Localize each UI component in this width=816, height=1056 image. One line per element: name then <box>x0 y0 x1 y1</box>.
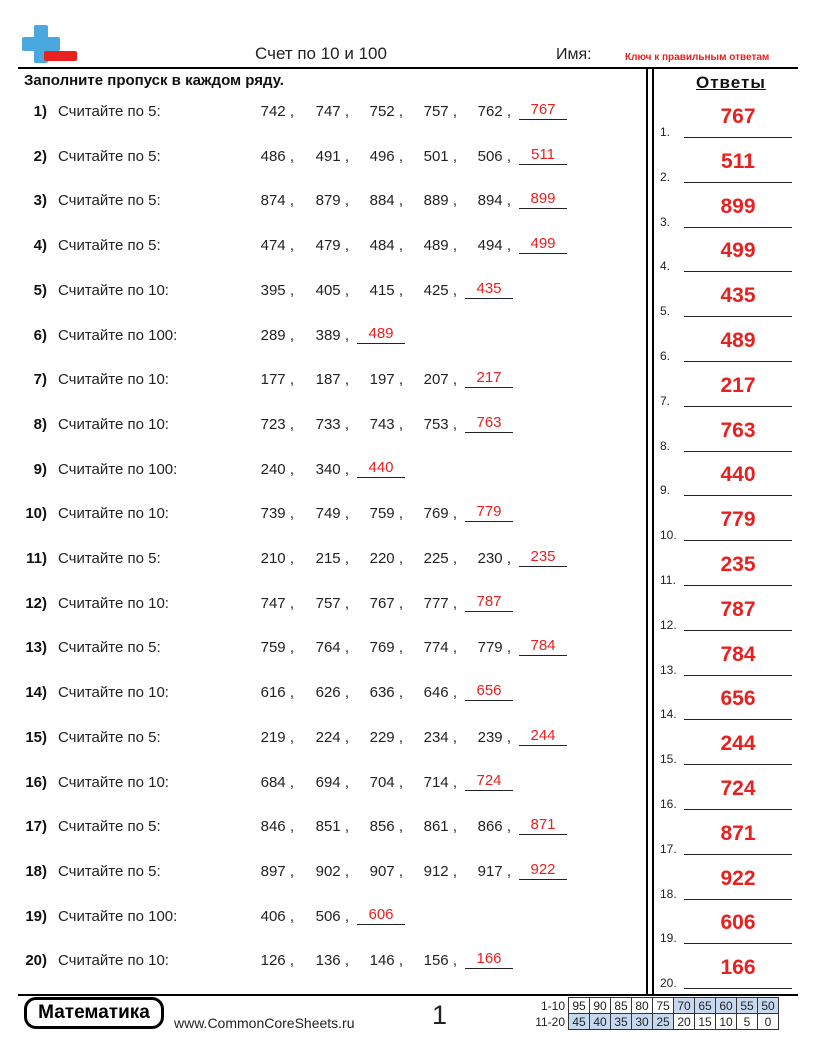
sequence-term: 616 , <box>260 684 294 702</box>
answer-key-row <box>660 597 800 632</box>
answer-key-row <box>660 911 800 946</box>
problem-instruction: Считайте по 100: <box>58 907 178 925</box>
score-cell: 20 <box>674 1014 695 1030</box>
problem-instruction: Считайте по 100: <box>58 460 178 478</box>
problem-number: 11) <box>26 550 47 567</box>
answer-key-line <box>684 809 792 810</box>
sequence-term: 723 , <box>260 415 294 433</box>
sequence-term: 714 , <box>423 773 457 791</box>
problem-number: 18) <box>25 862 47 880</box>
score-cell: 65 <box>695 998 716 1014</box>
sequence-term: 762 , <box>477 103 511 120</box>
answer-key-row <box>660 105 800 139</box>
answer-key-line <box>684 361 792 362</box>
sequence-term: 405 , <box>315 281 349 299</box>
answer-key-value: 871 <box>720 821 756 845</box>
answer-blank[interactable]: 499 <box>519 235 567 254</box>
sequence-term: 474 , <box>260 237 294 255</box>
sequence-term: 215 , <box>315 550 349 567</box>
sequence-term: 779 , <box>477 639 511 657</box>
answer-key-value: 440 <box>720 463 756 487</box>
sequence-term: 425 , <box>423 281 457 299</box>
sequence-term: 177 , <box>260 371 294 389</box>
answer-key-value: 435 <box>720 284 756 308</box>
answer-key-number: 7. <box>660 393 671 408</box>
answer-key-line <box>684 719 792 720</box>
problem-row <box>0 192 640 212</box>
problem-row <box>0 279 640 302</box>
sequence-term: 197 , <box>369 371 403 389</box>
score-table <box>527 997 779 1030</box>
answer-blank[interactable]: 784 <box>519 637 567 656</box>
answer-key-value: 922 <box>720 866 756 890</box>
problem-instruction: Считайте по 5: <box>58 147 161 165</box>
problem-row <box>0 371 640 391</box>
site-url: www.CommonCoreSheets.ru <box>174 1015 355 1031</box>
problem-instruction: Считайте по 10: <box>58 594 169 612</box>
problem-row <box>0 324 640 347</box>
problem-instruction: Считайте по 10: <box>58 684 169 702</box>
score-cell: 15 <box>695 1014 716 1030</box>
answer-key-value: 511 <box>721 149 755 173</box>
sequence-term: 506 , <box>315 907 349 925</box>
answer-blank[interactable]: 922 <box>519 861 567 880</box>
problem-row <box>0 684 640 704</box>
answer-key-line <box>684 540 792 541</box>
answer-key-value: 779 <box>720 508 756 532</box>
sequence-term: 769 , <box>423 505 457 523</box>
answer-key-line <box>684 316 792 317</box>
problem-row <box>0 771 640 794</box>
answer-key-number: 3. <box>660 214 671 229</box>
answer-blank[interactable]: 235 <box>519 548 567 567</box>
score-cell: 90 <box>590 998 611 1014</box>
sequence-term: 156 , <box>423 952 457 970</box>
answer-key-number: 8. <box>660 438 671 453</box>
score-cell: 75 <box>653 998 674 1014</box>
problem-row <box>0 237 640 257</box>
answer-key-row <box>660 239 800 274</box>
answer-blank[interactable]: 779 <box>465 503 513 522</box>
answer-key-value: 489 <box>720 329 756 352</box>
sequence-term: 733 , <box>315 415 349 433</box>
name-label: Имя: <box>556 46 592 63</box>
answer-key-row <box>660 418 800 453</box>
problem-number: 16) <box>25 773 47 791</box>
sequence-term: 889 , <box>423 192 457 210</box>
instructions: Заполните пропуск в каждом ряду. <box>24 72 284 89</box>
score-row <box>527 1014 779 1030</box>
answer-blank[interactable]: 871 <box>519 816 567 835</box>
sequence-term: 146 , <box>369 952 403 970</box>
sequence-term: 340 , <box>315 460 349 478</box>
problem-instruction: Считайте по 100: <box>58 326 178 344</box>
answer-key-line <box>684 451 792 452</box>
problem-row <box>0 145 640 168</box>
sequence-term: 764 , <box>315 639 349 657</box>
sequence-term: 496 , <box>369 147 403 165</box>
sequence-term: 749 , <box>315 505 349 523</box>
score-cell: 95 <box>569 998 590 1014</box>
answer-key-row <box>660 284 800 319</box>
answer-blank[interactable]: 511 <box>519 146 567 165</box>
header-rule <box>18 67 798 69</box>
problem-row <box>0 592 640 615</box>
problem-instruction: Считайте по 5: <box>58 237 161 255</box>
sequence-term: 897 , <box>260 862 294 880</box>
score-row <box>527 998 779 1014</box>
score-cell: 70 <box>674 998 695 1014</box>
answer-key-number: 15. <box>660 752 677 767</box>
sequence-term: 894 , <box>477 192 511 210</box>
answer-key-line <box>684 899 792 900</box>
sequence-term: 646 , <box>423 684 457 702</box>
sequence-term: 902 , <box>315 862 349 880</box>
sequence-term: 759 , <box>369 505 403 523</box>
score-cell: 40 <box>590 1014 611 1030</box>
sequence-term: 494 , <box>477 237 511 255</box>
sequence-term: 136 , <box>315 952 349 970</box>
answer-divider-right <box>652 67 654 995</box>
answer-key-line <box>684 137 792 138</box>
answer-key-number: 1. <box>660 125 671 139</box>
sequence-term: 239 , <box>477 728 511 746</box>
problem-instruction: Считайте по 10: <box>58 415 169 433</box>
answer-key-number: 6. <box>660 349 671 363</box>
answer-blank[interactable]: 244 <box>519 727 567 746</box>
problem-row <box>0 103 640 123</box>
answer-key-value: 606 <box>720 911 756 935</box>
score-range-label: 1-10 <box>540 998 565 1013</box>
answer-key-line <box>684 227 792 228</box>
problem-number: 19) <box>25 907 47 925</box>
sequence-term: 626 , <box>315 684 349 702</box>
answer-key-line <box>684 271 792 272</box>
sequence-term: 230 , <box>477 550 511 567</box>
answer-key-value: 235 <box>720 553 756 576</box>
score-cell: 55 <box>737 998 758 1014</box>
sequence-term: 777 , <box>423 594 457 612</box>
answer-key-line <box>684 630 792 631</box>
problem-row <box>0 905 640 928</box>
answer-key-value: 787 <box>720 597 756 621</box>
sequence-term: 704 , <box>369 773 403 791</box>
sequence-term: 759 , <box>260 639 294 657</box>
sequence-term: 489 , <box>423 237 457 255</box>
problem-number: 4) <box>33 237 47 255</box>
sequence-term: 234 , <box>423 728 457 746</box>
answer-key-value: 656 <box>720 687 756 711</box>
sequence-term: 126 , <box>260 952 294 970</box>
problem-instruction: Считайте по 10: <box>58 952 169 970</box>
answer-key-number: 16. <box>660 797 677 811</box>
score-cell: 5 <box>737 1014 758 1030</box>
sequence-term: 884 , <box>369 192 403 210</box>
score-cell: 85 <box>611 998 632 1014</box>
answer-blank[interactable]: 217 <box>465 369 513 388</box>
answer-blank[interactable]: 166 <box>465 950 513 969</box>
problem-row <box>0 413 640 436</box>
problem-number: 1) <box>33 103 47 120</box>
sequence-term: 907 , <box>369 862 403 880</box>
sequence-term: 747 , <box>315 103 349 120</box>
problem-number: 10) <box>25 505 47 523</box>
answer-blank[interactable]: 787 <box>465 593 513 612</box>
answer-key-row <box>660 149 800 184</box>
answer-key-row <box>660 956 800 991</box>
score-cell: 45 <box>569 1014 590 1030</box>
answer-key-row <box>660 553 800 587</box>
answer-key-number: 14. <box>660 707 677 722</box>
sequence-term: 240 , <box>260 460 294 478</box>
answer-key-number: 9. <box>660 483 671 498</box>
answer-key-line <box>684 854 792 855</box>
answer-key-row <box>660 329 800 363</box>
answer-key-number: 11. <box>660 573 676 587</box>
sequence-term: 694 , <box>315 773 349 791</box>
score-cell: 25 <box>653 1014 674 1030</box>
answer-key-line <box>684 495 792 496</box>
sequence-term: 486 , <box>260 147 294 165</box>
sequence-term: 684 , <box>260 773 294 791</box>
answer-key-value: 499 <box>720 239 756 263</box>
problem-row <box>0 458 640 481</box>
answer-key-value: 244 <box>720 732 756 756</box>
answer-key-row <box>660 732 800 767</box>
answer-key-value: 784 <box>720 642 756 666</box>
problem-number: 12) <box>25 594 47 612</box>
problem-instruction: Считайте по 10: <box>58 773 169 791</box>
problem-row <box>0 726 640 749</box>
answer-key-number: 12. <box>660 617 677 632</box>
answer-blank[interactable]: 656 <box>465 682 513 701</box>
worksheet-title: Счет по 10 и 100 <box>255 44 387 63</box>
problem-row <box>0 952 640 972</box>
answer-key-number: 13. <box>660 662 677 677</box>
answer-key-number: 20. <box>660 976 677 991</box>
answer-blank[interactable]: 440 <box>357 459 405 478</box>
sequence-term: 846 , <box>260 818 294 836</box>
answer-key-row <box>660 687 800 722</box>
sequence-term: 912 , <box>423 862 457 880</box>
problem-row <box>0 505 640 525</box>
sequence-term: 917 , <box>477 862 511 880</box>
answer-blank[interactable]: 767 <box>519 101 567 120</box>
answer-key-number: 10. <box>660 528 677 543</box>
sequence-term: 757 , <box>423 103 457 120</box>
answer-key-line <box>684 675 792 676</box>
sequence-term: 757 , <box>315 594 349 612</box>
answer-key-value: 217 <box>720 373 756 397</box>
answer-key-value: 767 <box>720 105 756 128</box>
score-cell: 35 <box>611 1014 632 1030</box>
score-range-label: 11-20 <box>535 1014 565 1029</box>
answer-key-number: 19. <box>660 931 677 946</box>
footer-rule <box>18 994 798 996</box>
sequence-term: 767 , <box>369 594 403 612</box>
answer-key-row <box>660 821 800 856</box>
answer-key-row <box>660 194 800 229</box>
score-cell: 0 <box>758 1014 779 1030</box>
problem-number: 6) <box>33 326 47 344</box>
answer-key-line <box>684 764 792 765</box>
answer-key-row <box>660 642 800 677</box>
answer-key-row <box>660 777 800 811</box>
sequence-term: 479 , <box>315 237 349 255</box>
answer-key-row <box>660 373 800 408</box>
problem-instruction: Считайте по 5: <box>58 550 161 567</box>
answer-key-number: 4. <box>660 259 671 274</box>
problem-number: 20) <box>25 952 47 970</box>
sequence-term: 747 , <box>260 594 294 612</box>
problem-instruction: Считайте по 10: <box>58 371 169 389</box>
answer-key-number: 18. <box>660 886 677 901</box>
sequence-term: 207 , <box>423 371 457 389</box>
math-logo-icon <box>20 22 78 66</box>
answer-key-value: 899 <box>720 194 756 218</box>
problem-number: 9) <box>33 460 47 478</box>
problem-row <box>0 860 640 883</box>
sequence-term: 289 , <box>260 326 294 344</box>
sequence-term: 210 , <box>260 550 294 567</box>
sequence-term: 636 , <box>369 684 403 702</box>
problem-instruction: Считайте по 5: <box>58 862 161 880</box>
answer-key-line <box>684 182 792 183</box>
problem-instruction: Считайте по 5: <box>58 192 161 210</box>
answer-key-value: 724 <box>720 777 756 800</box>
sequence-term: 742 , <box>260 103 294 120</box>
sequence-term: 752 , <box>369 103 403 120</box>
sequence-term: 774 , <box>423 639 457 657</box>
problem-instruction: Считайте по 5: <box>58 639 161 657</box>
problem-number: 3) <box>33 192 47 210</box>
sequence-term: 856 , <box>369 818 403 836</box>
sequence-term: 739 , <box>260 505 294 523</box>
answer-blank[interactable]: 899 <box>519 190 567 209</box>
sequence-term: 866 , <box>477 818 511 836</box>
score-cell: 60 <box>716 998 737 1014</box>
problem-row <box>0 639 640 659</box>
problem-number: 15) <box>25 728 47 746</box>
answer-key-line <box>684 585 792 586</box>
answer-key-number: 2. <box>660 169 671 184</box>
problem-number: 17) <box>25 818 47 836</box>
answer-key-line <box>684 988 792 989</box>
answer-blank[interactable]: 763 <box>465 414 513 433</box>
answer-blank[interactable]: 724 <box>465 772 513 791</box>
problem-instruction: Считайте по 10: <box>58 505 169 523</box>
problem-row <box>0 550 640 570</box>
answer-key-line <box>684 406 792 407</box>
problem-instruction: Считайте по 5: <box>58 818 161 836</box>
answer-key-value: 763 <box>720 418 756 442</box>
answer-key-label: Ключ к правильным ответам <box>625 52 770 63</box>
sequence-term: 861 , <box>423 818 457 836</box>
answer-key-number: 5. <box>660 304 671 319</box>
answer-blank[interactable]: 435 <box>465 280 513 299</box>
problem-instruction: Считайте по 5: <box>58 728 161 746</box>
sequence-term: 879 , <box>315 192 349 210</box>
sequence-term: 389 , <box>315 326 349 344</box>
problem-number: 13) <box>25 639 47 657</box>
page-number: 1 <box>432 1000 448 1030</box>
sequence-term: 406 , <box>260 907 294 925</box>
sequence-term: 219 , <box>260 728 294 746</box>
answer-blank[interactable]: 489 <box>357 325 405 344</box>
sequence-term: 769 , <box>369 639 403 657</box>
problem-number: 2) <box>33 147 47 165</box>
problem-instruction: Считайте по 10: <box>58 281 169 299</box>
sequence-term: 491 , <box>315 147 349 165</box>
answers-heading: Ответы <box>696 73 766 92</box>
answer-key-number: 17. <box>660 841 677 856</box>
problem-instruction: Считайте по 5: <box>58 103 161 120</box>
sequence-term: 224 , <box>315 728 349 746</box>
sequence-term: 851 , <box>315 818 349 836</box>
sequence-term: 229 , <box>369 728 403 746</box>
problem-number: 14) <box>25 684 47 702</box>
score-cell: 30 <box>632 1014 653 1030</box>
score-cell: 80 <box>632 998 653 1014</box>
sequence-term: 484 , <box>369 237 403 255</box>
sequence-term: 506 , <box>477 147 511 165</box>
sequence-term: 187 , <box>315 371 349 389</box>
sequence-term: 753 , <box>423 415 457 433</box>
sequence-term: 225 , <box>423 550 457 567</box>
score-cell: 50 <box>758 998 779 1014</box>
sequence-term: 874 , <box>260 192 294 210</box>
sequence-term: 501 , <box>423 147 457 165</box>
problem-number: 7) <box>33 371 47 389</box>
answer-blank[interactable]: 606 <box>357 906 405 925</box>
answer-key-row <box>660 508 800 543</box>
problem-number: 8) <box>33 415 47 433</box>
answer-key-value: 166 <box>720 956 756 980</box>
sequence-term: 415 , <box>369 281 403 299</box>
problem-number: 5) <box>33 281 47 299</box>
brand-badge: Математика <box>24 997 164 1029</box>
answer-key-line <box>684 943 792 944</box>
sequence-term: 743 , <box>369 415 403 433</box>
score-cell: 10 <box>716 1014 737 1030</box>
sequence-term: 395 , <box>260 281 294 299</box>
answer-divider-left <box>646 67 648 995</box>
answer-key-row <box>660 463 800 498</box>
answer-key-row <box>660 866 800 901</box>
problem-row <box>0 818 640 838</box>
sequence-term: 220 , <box>369 550 403 567</box>
